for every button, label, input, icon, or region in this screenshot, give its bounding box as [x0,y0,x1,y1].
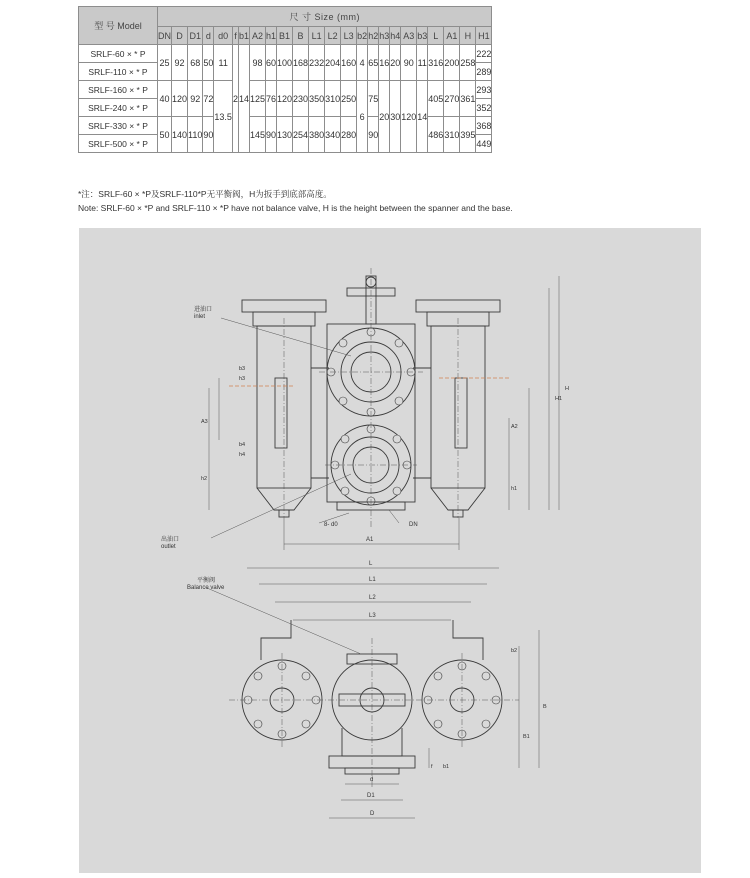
table-cell: 92 [172,45,188,81]
table-cell: 232 [309,45,325,81]
table-cell: 100 [277,45,293,81]
col-header: d0 [214,27,233,45]
note-english: Note: SRLF-60 × *P and SRLF-110 × *P have not balance valve, H is the height between the spanner and the base. [78,203,513,213]
note-chinese: *注：SRLF-60 × *P及SRLF-110*P无平衡阀，H为扳手到底部高度。 [78,189,332,199]
balance-label-en: Balance valve [187,585,225,591]
size-header: 尺 寸 Size (mm) [158,7,492,27]
left-indicator-bracket [275,378,287,448]
table-cell: 258 [460,45,476,81]
table-cell: 90 [266,117,277,153]
table-cell: 65 [368,45,379,81]
table-cell: 368 [476,117,492,135]
model-name: SRLF-330 × * P [79,117,158,135]
table-cell: 125 [249,81,265,117]
table-cell: 20 [390,45,401,81]
table-cell: 204 [325,45,341,81]
col-header: H1 [476,27,492,45]
table-cell: 395 [460,117,476,153]
col-header: A2 [249,27,265,45]
dim-b1: b1 [443,764,450,770]
table-cell: 449 [476,135,492,153]
table-cell: 20 [379,81,390,153]
col-header: f [232,27,238,45]
table-cell: 222 [476,45,492,63]
dim-L1: L1 [369,577,376,583]
plan-dimension-lines [247,568,539,818]
dim-D1: D1 [367,793,375,799]
model-name: SRLF-240 × * P [79,99,158,117]
dim-d0: 8- d0 [324,522,338,528]
inlet-label-cn: 进油口 [194,307,213,313]
outlet-label-cn: 出油口 [161,537,180,543]
table-cell: 486 [428,117,444,153]
spec-table [78,6,492,153]
front-view [161,268,569,550]
table-cell: 310 [325,81,341,117]
table-cell: 11 [417,45,428,81]
dim-h1: h1 [511,486,518,492]
dim-b4: b4 [239,442,246,448]
col-header: L1 [309,27,325,45]
right-indicator-bracket [455,378,467,448]
table-cell: 316 [428,45,444,81]
model-name: SRLF-110 × * P [79,63,158,81]
table-cell: 72 [203,81,214,117]
table-cell: 361 [460,81,476,117]
dim-d: d [370,777,374,783]
dim-B: B [543,704,547,710]
table-cell: 250 [341,81,357,117]
col-header: DN [158,27,172,45]
table-cell: 13.5 [214,81,233,153]
table-cell: 6 [357,81,368,153]
table-cell: 40 [158,81,172,117]
table-cell: 350 [309,81,325,117]
col-header: L [428,27,444,45]
table-cell: 168 [293,45,309,81]
drawing-svg [79,228,701,873]
col-header: D1 [188,27,203,45]
table-row [79,81,492,99]
col-header: h4 [390,27,401,45]
model-name: SRLF-500 × * P [79,135,158,153]
col-header: H [460,27,476,45]
table-cell: 110 [188,117,203,153]
left-housing-cover [242,300,326,312]
table-cell: 120 [277,81,293,117]
col-header: h3 [379,27,390,45]
balance-label-cn: 平衡阀 [197,578,216,584]
table-cell: 380 [309,117,325,153]
col-header: h1 [266,27,277,45]
model-header: 型 号 Model [79,7,158,45]
table-cell: 30 [390,81,401,153]
table-cell: 98 [249,45,265,81]
col-header: h2 [368,27,379,45]
col-header: A3 [401,27,417,45]
table-cell: 145 [249,117,265,153]
table-cell: 293 [476,81,492,99]
table-cell: 340 [325,117,341,153]
table-row [79,45,492,63]
table-cell: 14 [417,81,428,153]
inlet-label-en: inlet [194,314,206,320]
dim-DN: DN [409,522,418,528]
model-name: SRLF-160 × * P [79,81,158,99]
dim-A2: A2 [511,424,518,430]
col-header: D [172,27,188,45]
col-header: L3 [341,27,357,45]
table-cell: 25 [158,45,172,81]
table-row [79,117,492,135]
table-cell: 140 [172,117,188,153]
dim-H1: H1 [555,396,563,402]
col-header: d [203,27,214,45]
table-cell: 76 [266,81,277,117]
right-housing-cover [416,300,500,312]
dim-L2: L2 [369,595,376,601]
dim-f: f [431,764,433,770]
table-cell: 120 [172,81,188,117]
dim-B1: B1 [523,734,530,740]
table-cell: 16 [379,45,390,81]
table-cell: 90 [401,45,417,81]
dim-h4: h4 [239,452,246,458]
table-cell: 90 [203,117,214,153]
balance-valve-leader [207,588,361,654]
table-cell: 2 [232,45,238,153]
table-cell: 90 [368,117,379,153]
col-header: B [293,27,309,45]
table-cell: 200 [444,45,460,81]
dim-A3: A3 [201,419,208,425]
table-cell: 160 [341,45,357,81]
table-cell: 68 [188,45,203,81]
dim-h3: h3 [239,376,246,382]
table-cell: 50 [203,45,214,81]
table-cell: 50 [158,117,172,153]
table-cell: 280 [341,117,357,153]
dimension-lines [209,276,559,550]
dim-H: H [565,386,569,392]
col-header: L2 [325,27,341,45]
dim-A1: A1 [366,537,374,543]
table-cell: 75 [368,81,379,117]
table-cell: 92 [188,81,203,117]
table-cell: 230 [293,81,309,117]
dim-h2: h2 [201,476,208,482]
table-cell: 254 [293,117,309,153]
dim-b2: b2 [511,648,518,654]
col-header: b3 [417,27,428,45]
table-cell: 270 [444,81,460,117]
technical-drawing [79,228,701,873]
col-header: A1 [444,27,460,45]
table-cell: 120 [401,81,417,153]
plan-view [187,561,547,818]
table-cell: 130 [277,117,293,153]
model-name: SRLF-60 × * P [79,45,158,63]
col-header: b2 [357,27,368,45]
col-header: B1 [277,27,293,45]
table-cell: 405 [428,81,444,117]
table-cell: 60 [266,45,277,81]
col-header: b1 [238,27,249,45]
table-cell: 11 [214,45,233,81]
dim-D: D [370,811,375,817]
dim-L3: L3 [369,613,376,619]
table-cell: 289 [476,63,492,81]
outlet-label-en: outlet [161,544,176,550]
table-cell: 310 [444,117,460,153]
table-cell: 14 [238,45,249,153]
dim-b3: b3 [239,366,246,372]
table-cell: 352 [476,99,492,117]
table-cell: 4 [357,45,368,81]
dim-L: L [369,561,373,567]
